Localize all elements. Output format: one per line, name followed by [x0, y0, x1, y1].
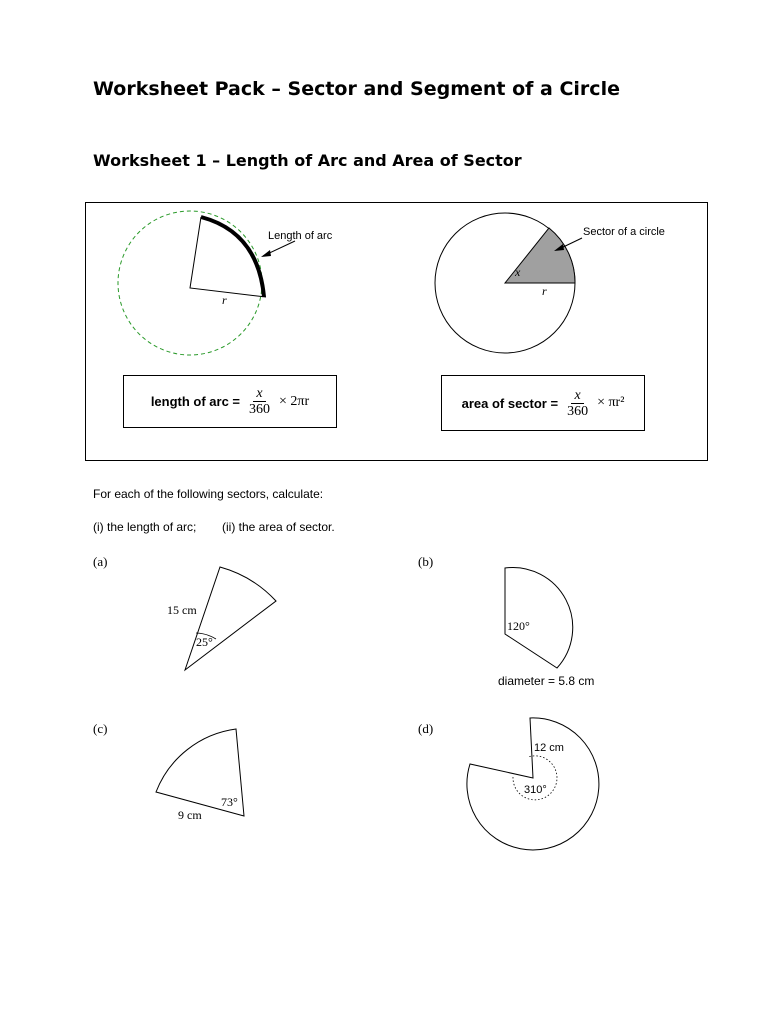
question-b-diagram	[498, 567, 594, 688]
sector-formula-multiplier: × πr²	[597, 395, 625, 410]
question-label-a: (a)	[93, 554, 108, 569]
sector-formula-denominator: 360	[567, 403, 589, 419]
sector-a	[185, 567, 276, 670]
sector-diagram	[435, 213, 665, 353]
instruction-part-ii: (ii) the area of sector.	[222, 520, 335, 534]
arc-formula-fraction	[246, 386, 273, 417]
arc-formula-numerator: x	[253, 386, 265, 402]
question-label-d: (d)	[418, 721, 434, 736]
sector-radius-label: r	[542, 284, 547, 298]
dashed-circle	[118, 211, 262, 355]
radius-label-d: 12 cm	[534, 742, 564, 754]
question-c-diagram	[156, 729, 244, 822]
thick-arc	[201, 217, 264, 297]
angle-label-c: 73°	[221, 795, 238, 809]
angle-label-a: 25°	[196, 635, 213, 649]
worksheet-subtitle: Worksheet 1 – Length of Arc and Area of Sector	[93, 151, 522, 170]
sector-formula-numerator: x	[571, 388, 583, 404]
angle-label-d: 310°	[524, 784, 547, 796]
sector-area-formula	[441, 375, 645, 431]
sector-formula-label: area of sector =	[461, 395, 559, 411]
question-label-c: (c)	[93, 721, 108, 736]
sector-angle-label: x	[515, 265, 521, 279]
sector-annotation: Sector of a circle	[583, 226, 665, 238]
radius-label-c: 9 cm	[178, 808, 202, 822]
sector-formula-fraction	[564, 388, 591, 419]
arc-formula-denominator: 360	[249, 402, 271, 417]
question-label-b: (b)	[418, 554, 434, 569]
arc-pointer-arrowhead	[261, 250, 271, 257]
instruction-part-i: (i) the length of arc;	[93, 520, 197, 534]
arc-length-formula	[123, 375, 337, 428]
arc-annotation: Length of arc	[268, 230, 333, 242]
arc-formula-label: length of arc =	[150, 394, 241, 409]
diameter-note-b: diameter = 5.8 cm	[498, 674, 595, 688]
sector-b	[505, 567, 573, 668]
page-title: Worksheet Pack – Sector and Segment of a Circle	[93, 78, 620, 100]
arc-radius-label: r	[222, 293, 227, 307]
radius-label-a: 15 cm	[167, 603, 197, 617]
arc-diagram	[118, 211, 333, 355]
question-a-diagram	[167, 567, 276, 670]
instruction-line: For each of the following sectors, calculate:	[93, 487, 324, 501]
angle-label-b: 120°	[507, 619, 530, 633]
arc-formula-multiplier: × 2πr	[279, 393, 310, 409]
question-d-diagram	[467, 718, 599, 850]
